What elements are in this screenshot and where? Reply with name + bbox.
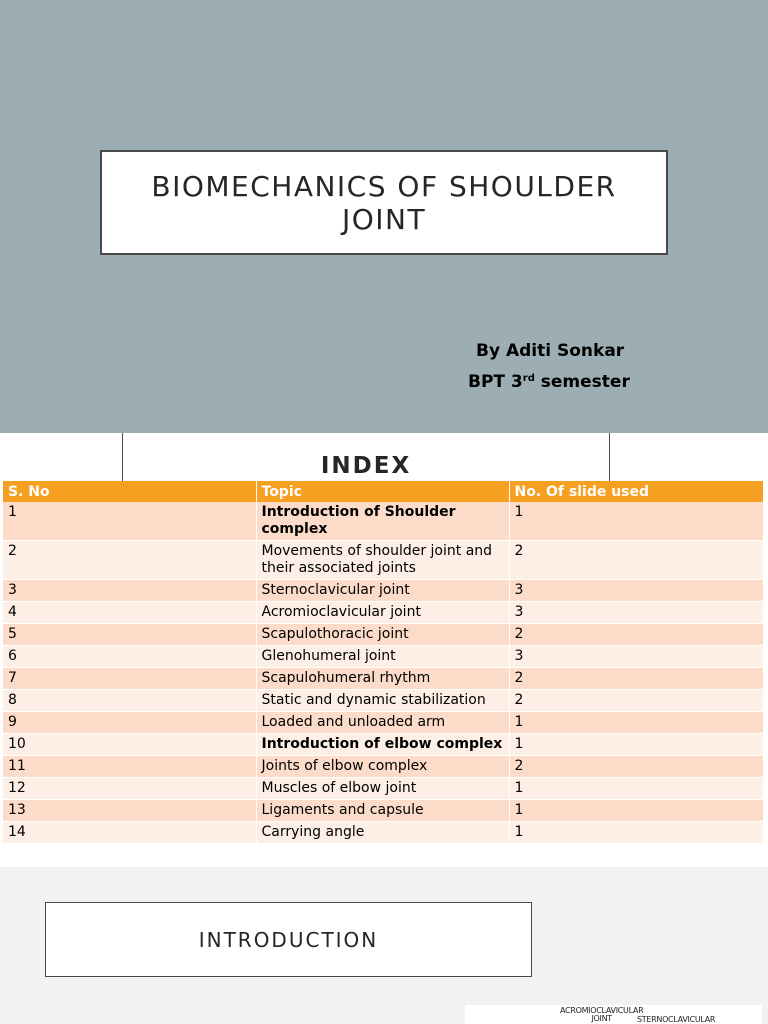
cell-topic: Carrying angle <box>256 822 509 844</box>
table-row <box>3 602 763 624</box>
cell-topic: Loaded and unloaded arm <box>256 712 509 734</box>
cell-slides: 1 <box>509 502 763 541</box>
cell-sno: 5 <box>3 624 256 646</box>
column-header-topic: Topic <box>256 481 509 502</box>
figure-label-acromioclavicular <box>560 1007 643 1023</box>
cell-sno: 7 <box>3 668 256 690</box>
cell-sno: 10 <box>3 734 256 756</box>
table-row <box>3 646 763 668</box>
title-box <box>100 150 668 255</box>
cell-topic: Scapulohumeral rhythm <box>256 668 509 690</box>
cell-slides: 3 <box>509 646 763 668</box>
table-row <box>3 756 763 778</box>
index-table-header <box>3 481 763 502</box>
cell-slides: 2 <box>509 690 763 712</box>
cell-topic: Ligaments and capsule <box>256 800 509 822</box>
figure-label-1-line1: ACROMIOCLAVICULAR <box>560 1006 644 1015</box>
title-slide <box>0 0 768 433</box>
cell-sno: 11 <box>3 756 256 778</box>
cell-slides: 2 <box>509 624 763 646</box>
cell-topic: Movements of shoulder joint and their associated joints <box>256 541 509 580</box>
cell-slides: 1 <box>509 800 763 822</box>
cell-topic: Introduction of Shoulder complex <box>256 502 509 541</box>
cell-sno: 13 <box>3 800 256 822</box>
index-slide <box>0 433 768 867</box>
cell-sno: 2 <box>3 541 256 580</box>
table-row <box>3 690 763 712</box>
cell-sno: 4 <box>3 602 256 624</box>
cell-slides: 3 <box>509 580 763 602</box>
index-table-body <box>3 502 763 844</box>
column-header-sno: S. No <box>3 481 256 502</box>
table-row <box>3 822 763 844</box>
cell-sno: 12 <box>3 778 256 800</box>
figure-label-1-line2: JOINT <box>591 1014 612 1023</box>
cell-sno: 14 <box>3 822 256 844</box>
semester-suffix: semester <box>534 372 630 392</box>
cell-slides: 3 <box>509 602 763 624</box>
table-row <box>3 800 763 822</box>
semester-line <box>468 372 630 392</box>
table-row <box>3 580 763 602</box>
introduction-heading-box <box>45 902 532 977</box>
table-row <box>3 734 763 756</box>
cell-topic: Joints of elbow complex <box>256 756 509 778</box>
cell-slides: 1 <box>509 712 763 734</box>
cell-slides: 1 <box>509 822 763 844</box>
cell-sno: 8 <box>3 690 256 712</box>
table-row <box>3 668 763 690</box>
cell-topic: Glenohumeral joint <box>256 646 509 668</box>
cell-sno: 6 <box>3 646 256 668</box>
author-line: By Aditi Sonkar <box>476 341 625 361</box>
cell-topic: Scapulothoracic joint <box>256 624 509 646</box>
cell-sno: 9 <box>3 712 256 734</box>
cell-slides: 1 <box>509 778 763 800</box>
cell-topic: Muscles of elbow joint <box>256 778 509 800</box>
introduction-heading: INTRODUCTION <box>198 927 379 952</box>
index-heading: INDEX <box>320 453 412 479</box>
table-row <box>3 502 763 541</box>
figure-label-sternoclavicular: STERNOCLAVICULAR <box>637 1015 716 1024</box>
column-header-slides: No. Of slide used <box>509 481 763 502</box>
cell-topic: Acromioclavicular joint <box>256 602 509 624</box>
semester-superscript: rd <box>522 373 535 384</box>
table-row <box>3 624 763 646</box>
cell-topic: Static and dynamic stabilization <box>256 690 509 712</box>
table-row <box>3 778 763 800</box>
table-row <box>3 541 763 580</box>
table-row <box>3 712 763 734</box>
cell-sno: 3 <box>3 580 256 602</box>
cell-slides: 2 <box>509 668 763 690</box>
cell-slides: 1 <box>509 734 763 756</box>
cell-slides: 2 <box>509 756 763 778</box>
cell-sno: 1 <box>3 502 256 541</box>
semester-prefix: BPT 3 <box>468 372 523 392</box>
index-table <box>3 481 764 844</box>
cell-topic: Introduction of elbow complex <box>256 734 509 756</box>
cell-topic: Sternoclavicular joint <box>256 580 509 602</box>
cell-slides: 2 <box>509 541 763 580</box>
shoulder-figure <box>465 1005 762 1024</box>
slide-title: BIOMECHANICS OF SHOULDER JOINT <box>151 169 617 236</box>
